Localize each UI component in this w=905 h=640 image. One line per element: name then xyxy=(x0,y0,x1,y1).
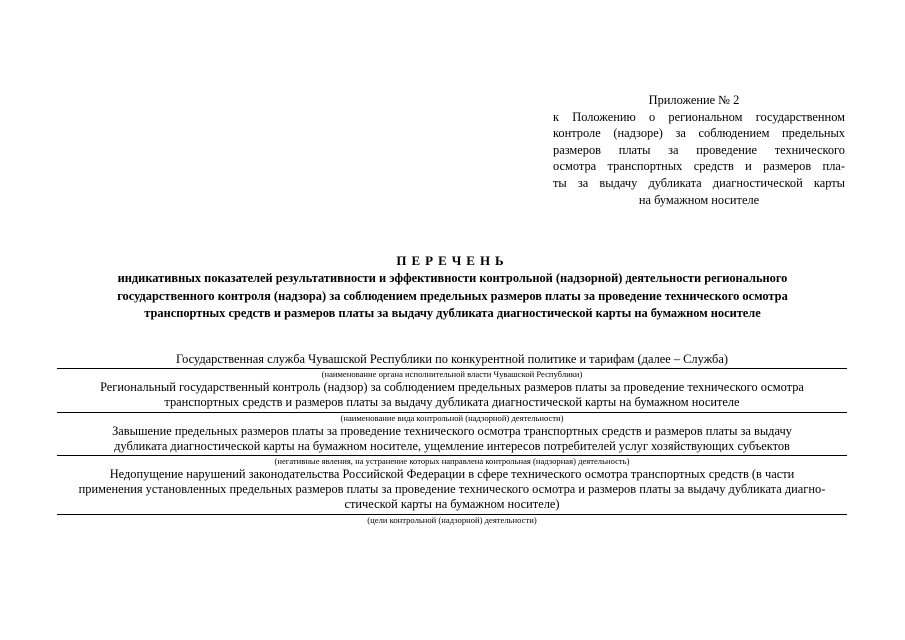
field-value xyxy=(57,467,847,513)
field-caption: (негативные явления, на устранение которых направлена контрольная (надзорная) деятельность) xyxy=(274,456,630,467)
field-value-line: Завышение предельных размеров платы за проведение технического осмотра транспортных средств и размеров платы за выдачу xyxy=(112,423,792,438)
appendix-line: осмотра транспортных средств и размеров пла- xyxy=(553,159,845,174)
field-goals xyxy=(57,467,847,526)
field-value xyxy=(57,352,847,367)
field-value-line: дубликата диагностической карты на бумажном носителе, ущемление интересов потребителей услуг хозяйствующих субъектов xyxy=(114,438,790,453)
field-value-line: применения установленных предельных размеров платы за проведение технического осмотра и размеров платы за выдачу дубликата диагно- xyxy=(78,482,826,497)
document-subtitle-line: транспортных средств и размеров платы за выдачу дубликата диагностической карты на бумажном носителе xyxy=(144,306,761,320)
field-negative-phenomena xyxy=(57,424,847,467)
document-subtitle-line: индикативных показателей результативности и эффективности контрольной (надзорной) деятельности регионального xyxy=(117,271,788,285)
field-authority xyxy=(57,352,847,380)
appendix-line: к Положению о региональном государственном xyxy=(553,109,845,124)
document-title: ПЕРЕЧЕНЬ xyxy=(396,253,509,268)
appendix-line: размеров платы за проведение технического xyxy=(553,142,845,157)
appendix-line: ты за выдачу дубликата диагностической карты xyxy=(553,175,845,190)
document-subtitle-line: государственного контроля (надзора) за соблюдением предельных размеров платы за проведение технического осмотра xyxy=(117,288,788,303)
appendix-number: Приложение № 2 xyxy=(648,93,740,107)
appendix-line: на бумажном носителе xyxy=(638,192,760,207)
document-title-block xyxy=(50,252,855,323)
field-value-line: Региональный государственный контроль (надзор) за соблюдением предельных размеров платы за проведение технического осмотра xyxy=(100,380,804,395)
field-value xyxy=(57,424,847,454)
document-fields xyxy=(57,352,847,526)
field-caption: (наименование органа исполнительной власти Чувашской Республики) xyxy=(321,369,583,380)
field-value-line: Недопущение нарушений законодательства Российской Федерации в сфере технического осмотра транспортных средств (в части xyxy=(109,467,795,482)
field-caption: (цели контрольной (надзорной) деятельности) xyxy=(367,514,537,525)
field-value-line: Государственная служба Чувашской Республики по конкурентной политике и тарифам (далее – Служба) xyxy=(176,352,728,366)
appendix-block xyxy=(553,92,845,208)
appendix-line: контроле (надзоре) за соблюдением предельных xyxy=(553,126,845,141)
field-value-line: транспортных средств и размеров платы за выдачу дубликата диагностической карты на бумажном носителе xyxy=(164,395,740,410)
field-value xyxy=(57,380,847,410)
field-control-type xyxy=(57,380,847,423)
field-value-line: стической карты на бумажном носителе) xyxy=(344,497,560,512)
field-caption: (наименование вида контрольной (надзорной) деятельности) xyxy=(340,412,564,423)
